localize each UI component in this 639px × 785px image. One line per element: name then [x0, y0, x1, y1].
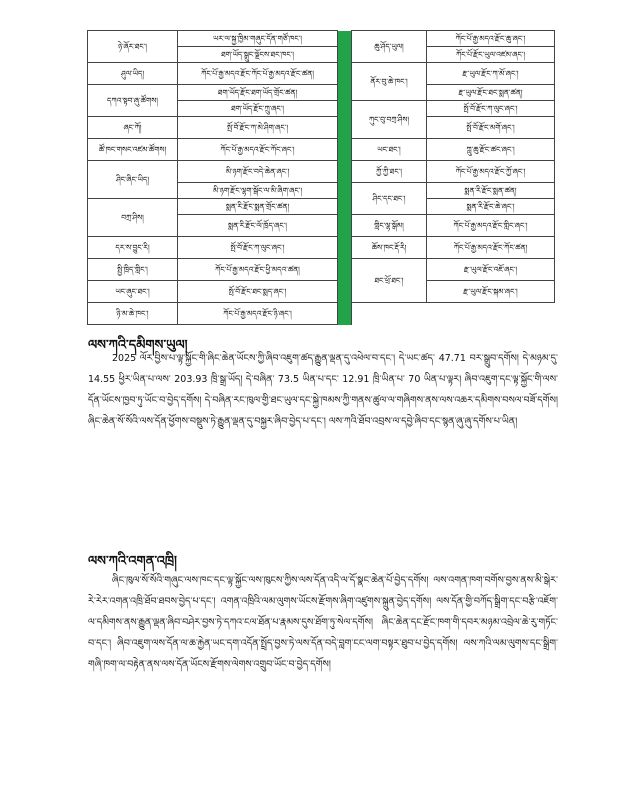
right-location-cell: རྫ་ཡུལ་རྫོང་སྐམ་ཞང་། — [427, 281, 555, 303]
left-district-name: ཡང་ཞུང་ཐང་། — [88, 281, 178, 303]
section-heading-objectives: ལས་ཀའི་དམིགས་ཡུལ། — [88, 338, 188, 353]
right-district-name: ཉི་མ་ཆེ་ཁང་། — [88, 303, 178, 325]
right-district-name: ཐང་ཕྲོ་ཐང་། — [352, 259, 427, 303]
left-district-name: ཤུལ་ཡིད། — [88, 63, 178, 85]
right-district-name: ཆུ་ཤོད་ཡུལ། — [352, 31, 427, 63]
table-row — [88, 31, 555, 47]
district-table-body — [88, 31, 555, 325]
left-location-cell: ཡར་ལ་སྐྱ་ཁྱིམ་གཞུང་དོན་གཙོ་ཁང་། — [178, 31, 338, 47]
left-location-cell: མི་ཉག་རྫོང་བདེ་ཆེན་ཞང་། — [178, 161, 338, 183]
right-location-cell: ཀོང་པོ་རྒྱ་མདའ་རྫོང་ཀྱོ་ཞང་། — [427, 161, 555, 183]
right-district-name: ཀུང་བུ་བཀྲ་ཤིས། — [352, 101, 427, 139]
left-location-cell: སྨན་རི་རྫོང་ལོ་ཁྲོད་ཞང་། — [178, 215, 338, 237]
green-separator-bar — [338, 31, 352, 325]
responsibility-paragraph: ཞིང་ཁུལ་སོ་སོའི་གཞུང་ལས་ཁང་དང་ལྟ་སྐྱོང་ལས་ཁུངས་ཀྱིས་ལས་དོན་འདི་ལ་དོ་སྣང་ཆེན་པོ་བྱེད་དགོས། ལས་འགན་ཁག་བགོས་བྱས་ནས་མི་སྒེར་རེ་རེར་འགན་འཁྲི་ཐོབ་ཐབས་བྱེད་པ་དང་། འགན་འཁྲིའི་ལམ་ལུགས་ཡོངས་རྫོགས་ཞིག་འཛུགས་སྐྲུན་བྱེད་དགོས། ལས་དོན་གྱི་བཀོད་སྒྲིག་དང་བརྩི་འཇོག་ལ་དམིགས་ནས་རྒྱུན་ལྡན་ཞིབ་བཤེར་བྱས་ཏེ་དཀའ་ངལ་ཐོན་པ་རྣམས་དུས་ཐོག་ཏུ་སེལ་དགོས། ཞིང་ཆེན་དང་རྫོང་ཁག་གི་དབར་མཉམ་འབྲེལ་ཆེ་རུ་གཏོང་བ་དང་། ཞིབ་འཇུག་ལས་དོན་ལ་ཆ་རྐྱེན་ཡང་དག་འདོན་སྤྲོད་བྱས་ཏེ་ལས་དོན་བདེ་བླག་ངང་ལག་བསྟར་ཐུབ་པ་བྱེད་དགོས། ལས་ཀའི་ལམ་ལུགས་དང་སྒྲིག་གཞི་ཁག་ལ་བརྟེན་ནས་ལས་དོན་ཡོངས་རྫོགས་ལེགས་འགྲུབ་ཡོང་བ་བྱེད་དགོས། — [88, 575, 558, 670]
right-location-cell: རྫ་ཡུལ་རྫོང་ཀ་མོ་ཞང་། — [427, 63, 555, 85]
right-location-cell: ཀོང་པོ་རྒྱ་མདའ་རྫོང་ཆུ་ཞང་། — [427, 31, 555, 47]
left-location-cell: ཐག་ཡོད་སྒྲུང་ལྗོངས་ཐང་ཁང་། — [178, 47, 338, 63]
table-row — [88, 281, 555, 303]
left-location-cell: ཀོང་པོ་རྒྱ་མདའ་རྫོང་ཕྱི་མདའ་ཚན། — [178, 259, 338, 281]
left-district-name: དཀའ་སྟབ་ཞུ་ཚོགས། — [88, 85, 178, 117]
right-location-cell: སྤོ་བོ་རྫོང་ཀ་ལུང་ཞང་། — [427, 101, 555, 117]
left-location-cell: ཀོང་པོ་རྒྱ་མདའ་རྫོང་ཀོང་པོ་རྒྱ་མདའ་རྫོང་ཚན། — [178, 63, 338, 85]
left-location-cell: ཀོང་པོ་རྒྱ་མདའ་རྫོང་ཀོང་ཞང་། — [178, 139, 338, 161]
right-district-name: ཆོས་ཁང་རྡོ་རི། — [352, 237, 427, 259]
table-row — [88, 259, 555, 281]
left-location-cell: ཐག་ཡོད་རྫོང་ཐག་ཡོད་གྲོང་ཚན། — [178, 85, 338, 101]
left-district-name: ཚོ་ཁང་གསང་འཛམ་ཚོགས། — [88, 139, 178, 161]
right-location-cell: རྫ་ཡུལ་རྫོང་འཇོ་ཞང་། — [427, 259, 555, 281]
right-location-cell: ཀླུ་ཆུ་རྫོང་ཚང་ཞང་། — [427, 139, 555, 161]
left-location-cell: མི་ཉག་རྫོང་ལྷག་སྒོང་ལ་མི་ཞིག་ཞང་། — [178, 183, 338, 199]
left-district-name: ཞང་ཀོ། — [88, 117, 178, 139]
table-row — [88, 85, 555, 101]
right-location-cell: ཀོང་པོ་རྫོང་ཡུལ་འཛམ་ཞང་། — [427, 47, 555, 63]
section-heading-responsibility: ལས་ཀའི་འགན་འཁྲི། — [88, 554, 177, 569]
left-location-cell: སྤོ་བོ་རྫོང་ཀ་མེ་ཤིག་ཞང་། — [178, 117, 338, 139]
right-location-cell: རྫ་ཡུལ་རྫོང་ཐང་སྨན་ཚན། — [427, 85, 555, 101]
right-district-name: ཤིང་དང་ཐང་། — [352, 183, 427, 215]
right-location-cell: སྨན་རི་རྫོང་ཆེ་ཞང་། — [427, 199, 555, 215]
left-location-cell: སྨན་རི་རྫོང་སྨན་གྲོང་ཚན། — [178, 199, 338, 215]
right-location-cell: སྤོ་བོ་རྫོང་མགོ་ཞང་། — [427, 117, 555, 139]
table-row — [88, 199, 555, 215]
right-district-name: ནོར་བུ་ཆེ་ཁང་། — [352, 63, 427, 101]
right-district-name: གླིང་ལྷ་སྒོམ། — [352, 215, 427, 237]
table-row — [88, 117, 555, 139]
objectives-paragraph: 2025 ལོར་བྱིས་པ་ལྟ་སྐྱོང་གི་ཞིང་ཆེན་ཡོངས་ཀྱི་ཞིབ་འཇུག་ཚད་རྒྱུན་ལྡན་དུ་འཕེལ་བ་དང་། དེ་ཡང་ཚད་ 47.71 བར་སྒྲུབ་དགོས། དེ་མཉམ་དུ་ 14.55 ཕྱིར་ཡིན་པ་ལས་ 203.93 ཁྲི་སྒྲ་ཡོད། དེ་བཞིན་ 73.5 ཡིན་པ་དང་ 12.91 ཁྲི་ཡིན་པ་ 70 ཡིན་པ་ལྟར། ཞིབ་འཇུག་དང་ལྟ་སྐྱོང་གི་ལས་དོན་ཡོངས་ཁྱབ་ཏུ་ཡོང་བ་བྱེད་དགོས། དེ་བཞིན་རང་ཁུལ་གྱི་ཐང་ཡུལ་དང་སྐྱེ་ཁམས་ཀྱི་གནས་ཚུལ་ལ་གཞིགས་ནས་ལས་འཆར་དམིགས་བསལ་བཟོ་དགོས། ཞིང་ཆེན་སོ་སོའི་ལས་དོན་ཕྱོགས་བསྡུས་ཏེ་རྒྱུན་ལྡན་དུ་བསྐྱར་ཞིབ་བྱེད་པ་དང་། ལས་ཀའི་ཐོབ་འབྲས་ལ་དབྱེ་ཞིབ་དང་སྙན་ཞུ་ཞུ་དགོས་པ་ཡིན། — [88, 353, 558, 427]
table-row — [88, 161, 555, 183]
table-row — [88, 63, 555, 85]
left-district-name: དར་ས་བྱུང་རི། — [88, 237, 178, 259]
left-district-name: བཀྲ་ཤིས། — [88, 199, 178, 237]
right-district-name: ཡང་ཐང་། — [352, 139, 427, 161]
right-location-cell: ཀོང་པོ་རྒྱ་མདའ་རྫོང་གླིང་ཞང་། — [427, 215, 555, 237]
right-location-cell: སྨན་རི་རྫོང་སྨན་ཚན། — [427, 183, 555, 199]
table-row — [88, 139, 555, 161]
left-location-cell: སྤོ་བོ་རྫོང་ཐང་སྨད་ཞང་། — [178, 281, 338, 303]
table-row — [88, 237, 555, 259]
left-location-cell: སྤོ་བོ་རྫོང་ཀ་ལུང་ཞང་། — [178, 237, 338, 259]
left-district-name: ཤིང་ཞིང་ཡིད། — [88, 161, 178, 199]
left-district-name: ཉེ་ཞོར་ཐང་། — [88, 31, 178, 63]
right-district-name: ཀྱོ་ཀྱི་ཐང་། — [352, 161, 427, 183]
right-location-cell: ཀོང་པོ་རྒྱ་མདའ་རྫོང་ཀོང་ཚན། — [427, 237, 555, 259]
right-location-cell: ཀོང་པོ་རྒྱ་མདའ་རྫོང་ཉི་ཞང་། — [178, 303, 338, 325]
table-row — [88, 303, 555, 325]
district-table — [87, 30, 554, 325]
left-location-cell: ཐག་ཡོད་རྫོང་ཀྲུ་ཞང་། — [178, 101, 338, 117]
left-district-name: སྤྱི་ཁྲིད་གླིང་། — [88, 259, 178, 281]
